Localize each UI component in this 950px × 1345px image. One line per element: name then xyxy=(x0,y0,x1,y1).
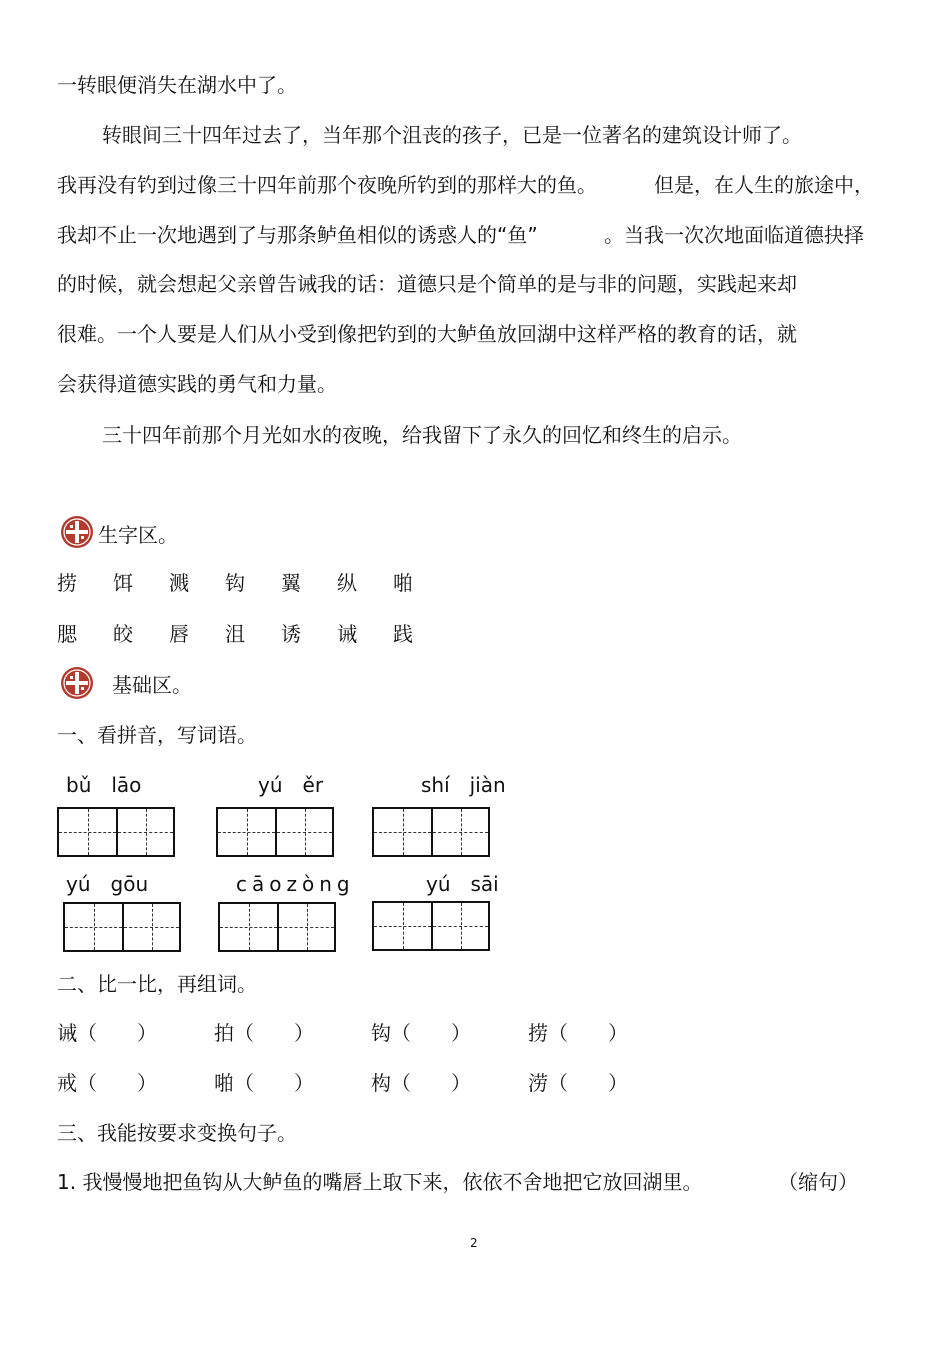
new-chars-title: 生字区。 xyxy=(98,523,178,547)
basics-title: 基础区。 xyxy=(112,673,192,697)
passage-line-4a: 我却不止一次地遇到了与那条鲈鱼相似的诱惑人的“鱼” xyxy=(57,223,538,247)
writing-cell[interactable] xyxy=(431,809,488,855)
new-char: 腮 xyxy=(57,622,77,646)
writing-grid[interactable] xyxy=(372,807,490,857)
writing-cell[interactable] xyxy=(220,904,277,950)
passage-line-5: 的时候，就会想起父亲曾告诫我的话：道德只是个简单的是与非的问题，实践起来却 xyxy=(57,272,797,296)
writing-cell[interactable] xyxy=(374,809,431,855)
passage-line-8: 三十四年前那个月光如水的夜晚，给我留下了永久的回忆和终生的启示。 xyxy=(102,423,742,447)
new-char: 纵 xyxy=(337,571,357,595)
compare-item: 拍（ ） xyxy=(214,1021,314,1045)
pinyin-label: yú gōu xyxy=(66,872,149,896)
compare-item: 啪（ ） xyxy=(214,1071,314,1095)
new-char: 捞 xyxy=(57,571,77,595)
compare-item: 构（ ） xyxy=(371,1071,471,1095)
new-char: 沮 xyxy=(225,622,245,646)
new-char: 践 xyxy=(393,622,413,646)
pinyin-label: bǔ lāo xyxy=(66,773,142,797)
writing-cell[interactable] xyxy=(116,809,173,855)
passage-line-1: 一转眼便消失在湖水中了。 xyxy=(57,73,297,97)
writing-cell[interactable] xyxy=(59,809,116,855)
writing-cell[interactable] xyxy=(374,903,431,949)
section-badge-icon xyxy=(60,515,94,549)
pinyin-label: shí jiàn xyxy=(421,773,506,797)
writing-cell[interactable] xyxy=(218,809,275,855)
q1-title: 一、看拼音，写词语。 xyxy=(57,723,257,747)
new-char: 皎 xyxy=(113,622,133,646)
writing-cell[interactable] xyxy=(277,904,334,950)
q3-title: 三、我能按要求变换句子。 xyxy=(57,1121,297,1145)
page-number: 2 xyxy=(470,1236,478,1250)
writing-cell[interactable] xyxy=(275,809,332,855)
compare-item: 涝（ ） xyxy=(528,1071,628,1095)
passage-line-3b: 但是，在人生的旅途中， xyxy=(654,173,874,197)
writing-grid[interactable] xyxy=(63,902,181,952)
new-char: 啪 xyxy=(393,571,413,595)
q2-title: 二、比一比，再组词。 xyxy=(57,972,257,996)
passage-line-3a: 我再没有钓到过像三十四年前那个夜晚所钓到的那样大的鱼。 xyxy=(57,173,597,197)
new-char: 诱 xyxy=(281,622,301,646)
writing-grid[interactable] xyxy=(57,807,175,857)
passage-line-2: 转眼间三十四年过去了，当年那个沮丧的孩子，已是一位著名的建筑设计师了。 xyxy=(102,123,802,147)
writing-cell[interactable] xyxy=(122,904,179,950)
new-char: 钩 xyxy=(225,571,245,595)
new-char: 唇 xyxy=(169,622,189,646)
new-char: 诫 xyxy=(337,622,357,646)
writing-grid[interactable] xyxy=(372,901,490,951)
new-char: 饵 xyxy=(113,571,133,595)
compare-item: 捞（ ） xyxy=(528,1021,628,1045)
compare-item: 戒（ ） xyxy=(57,1071,157,1095)
pinyin-label: yú ěr xyxy=(258,773,324,797)
compare-item: 诫（ ） xyxy=(57,1021,157,1045)
q3-item-1: 1. 我慢慢地把鱼钩从大鲈鱼的嘴唇上取下来，依依不舍地把它放回湖里。 xyxy=(57,1170,703,1194)
passage-line-4b: 。当我一次次地面临道德抉择 xyxy=(604,223,864,247)
new-char: 翼 xyxy=(281,571,301,595)
writing-grid[interactable] xyxy=(216,807,334,857)
pinyin-label: cāozòng xyxy=(236,872,355,896)
compare-item: 钩（ ） xyxy=(371,1021,471,1045)
pinyin-label: yú sāi xyxy=(426,872,499,896)
passage-line-6: 很难。一个人要是人们从小受到像把钓到的大鲈鱼放回湖中这样严格的教育的话，就 xyxy=(57,322,797,346)
section-badge-icon xyxy=(60,666,94,700)
passage-line-7: 会获得道德实践的勇气和力量。 xyxy=(57,372,337,396)
new-char: 溅 xyxy=(169,571,189,595)
writing-cell[interactable] xyxy=(431,903,488,949)
writing-cell[interactable] xyxy=(65,904,122,950)
writing-grid[interactable] xyxy=(218,902,336,952)
q3-item-1-note: （缩句） xyxy=(778,1170,858,1194)
